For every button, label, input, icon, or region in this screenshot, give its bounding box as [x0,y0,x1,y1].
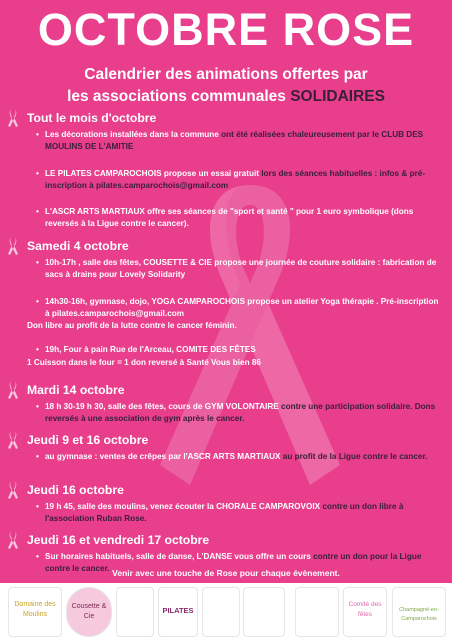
event-text-detail: contre un don pour la Ligue contre le cancer. [45,552,422,574]
logo-domaine-des-moulins: Domaine des Moulins [8,587,62,637]
pink-ribbon-icon [7,480,19,500]
list-item [36,129,440,154]
event-text: Sur horaires habituels, salle de danse, L'DANSE vous offre un cours [45,552,311,561]
pink-ribbon-icon [7,236,19,256]
event-text-detail: au profit de la Ligue contre le cancer. [280,452,428,461]
subtitle-highlight: SOLIDAIRES [290,88,385,105]
pink-ribbon-icon [7,530,19,550]
closing-note: Venir avec une touche de Rose pour chaque évènement. [112,568,340,578]
section-mardi-14 [0,382,452,432]
logo-comite-des-fetes: Comité des fêtes [343,587,387,637]
event-text: au gymnase : ventes de crêpes par l'ASCR ARTS MARTIAUX [45,452,281,461]
section-heading: Jeudi 16 et vendredi 17 octobre [27,533,210,547]
section-heading: Samedi 4 octobre [27,239,129,253]
list-item [36,257,440,282]
list-item [36,401,440,426]
section-jeudi-9-16 [0,432,452,482]
section-jeudi-16 [0,482,452,532]
logo-pilates: PILATES [158,587,198,637]
pink-ribbon-icon [7,430,19,450]
section-heading: Jeudi 9 et 16 octobre [27,433,149,447]
event-text: 10h-17h , salle des fêtes, COUSETTE & CIE propose une journée de couture solidaire : fabrication de sacs à drains pour Lovely Solidarity [45,258,437,280]
event-text-detail: ont été réalisées chaleureusement par le CLUB DES MOULINS DE L'AMITIE [45,130,424,152]
subtitle-line-2-text: les associations communales [67,88,286,105]
event-text: 14h30-16h, gymnase, dojo, YOGA CAMPAROCHOIS propose un atelier Yoga thérapie . Pré-inscription à pilates.camparochois@gmail.com [45,296,439,318]
page-subtitle [0,64,452,108]
logo-association [116,587,154,637]
event-text: L'ASCR ARTS MARTIAUX offre ses séances de "sport et santé " pour 1 euro symbolique (dons reversés à la Ligue contre le cancer). [45,207,414,229]
section-heading: Tout le mois d'octobre [27,111,157,125]
event-text-detail: contre un don libre à l'association Ruban Rose. [45,502,404,524]
event-note: 1 Cuisson dans le four = 1 don reversé à Santé Vous bien 86 [27,357,261,367]
event-items [0,257,452,320]
logo-gym [243,587,285,637]
pink-ribbon-icon [7,380,19,400]
logo-martial-arts [202,587,240,637]
section-samedi-4 [0,238,452,382]
event-text-detail: lors des séances habituelles : infos & pré-inscription à pilates.camparochois@gmail.com [45,168,426,190]
subtitle-line-1: Calendrier des animations offertes par [84,66,368,83]
logo-chorale [295,587,339,637]
event-text: Les décorations installées dans la commune [45,130,219,139]
event-list [0,110,452,578]
event-items [0,401,452,426]
logo-cousette-cie: Cousette & Cie [66,587,112,637]
event-items [0,129,452,231]
event-text: LE PILATES CAMPAROCHOIS propose un essai gratuit [45,168,259,178]
section-all-month [0,110,452,238]
event-text: 18 h 30-19 h 30, salle des fêtes, cours de GYM VOLONTAIRE [45,402,279,411]
logo-champagne-en-camparochois: Champagné-en-Camparochois [392,587,446,637]
section-heading: Mardi 14 octobre [27,383,125,397]
event-text: 19h, Four à pain Rue de l'Arceau, COMITE DES FÊTES [45,345,256,355]
page-title: OCTOBRE ROSE [37,4,415,55]
list-item [36,344,440,356]
event-text-detail: contre une participation solidaire. Dons reversés à une association de gym après le cancer. [45,402,436,424]
event-text: 19 h 45, salle des moulins, venez écouter la CHORALE CAMPAROVOIX [45,502,321,511]
list-item [36,206,440,231]
list-item [36,168,440,193]
section-heading: Jeudi 16 octobre [27,483,124,497]
event-items [0,344,452,356]
event-items [0,451,452,463]
list-item [36,296,440,321]
list-item [36,501,440,526]
pink-ribbon-icon [7,108,19,128]
list-item [36,451,440,463]
sponsor-logos [0,583,452,640]
subtitle-line-2 [0,86,452,108]
event-items [0,501,452,526]
event-note: Don libre au profit de la lutte contre le cancer féminin. [27,321,237,331]
